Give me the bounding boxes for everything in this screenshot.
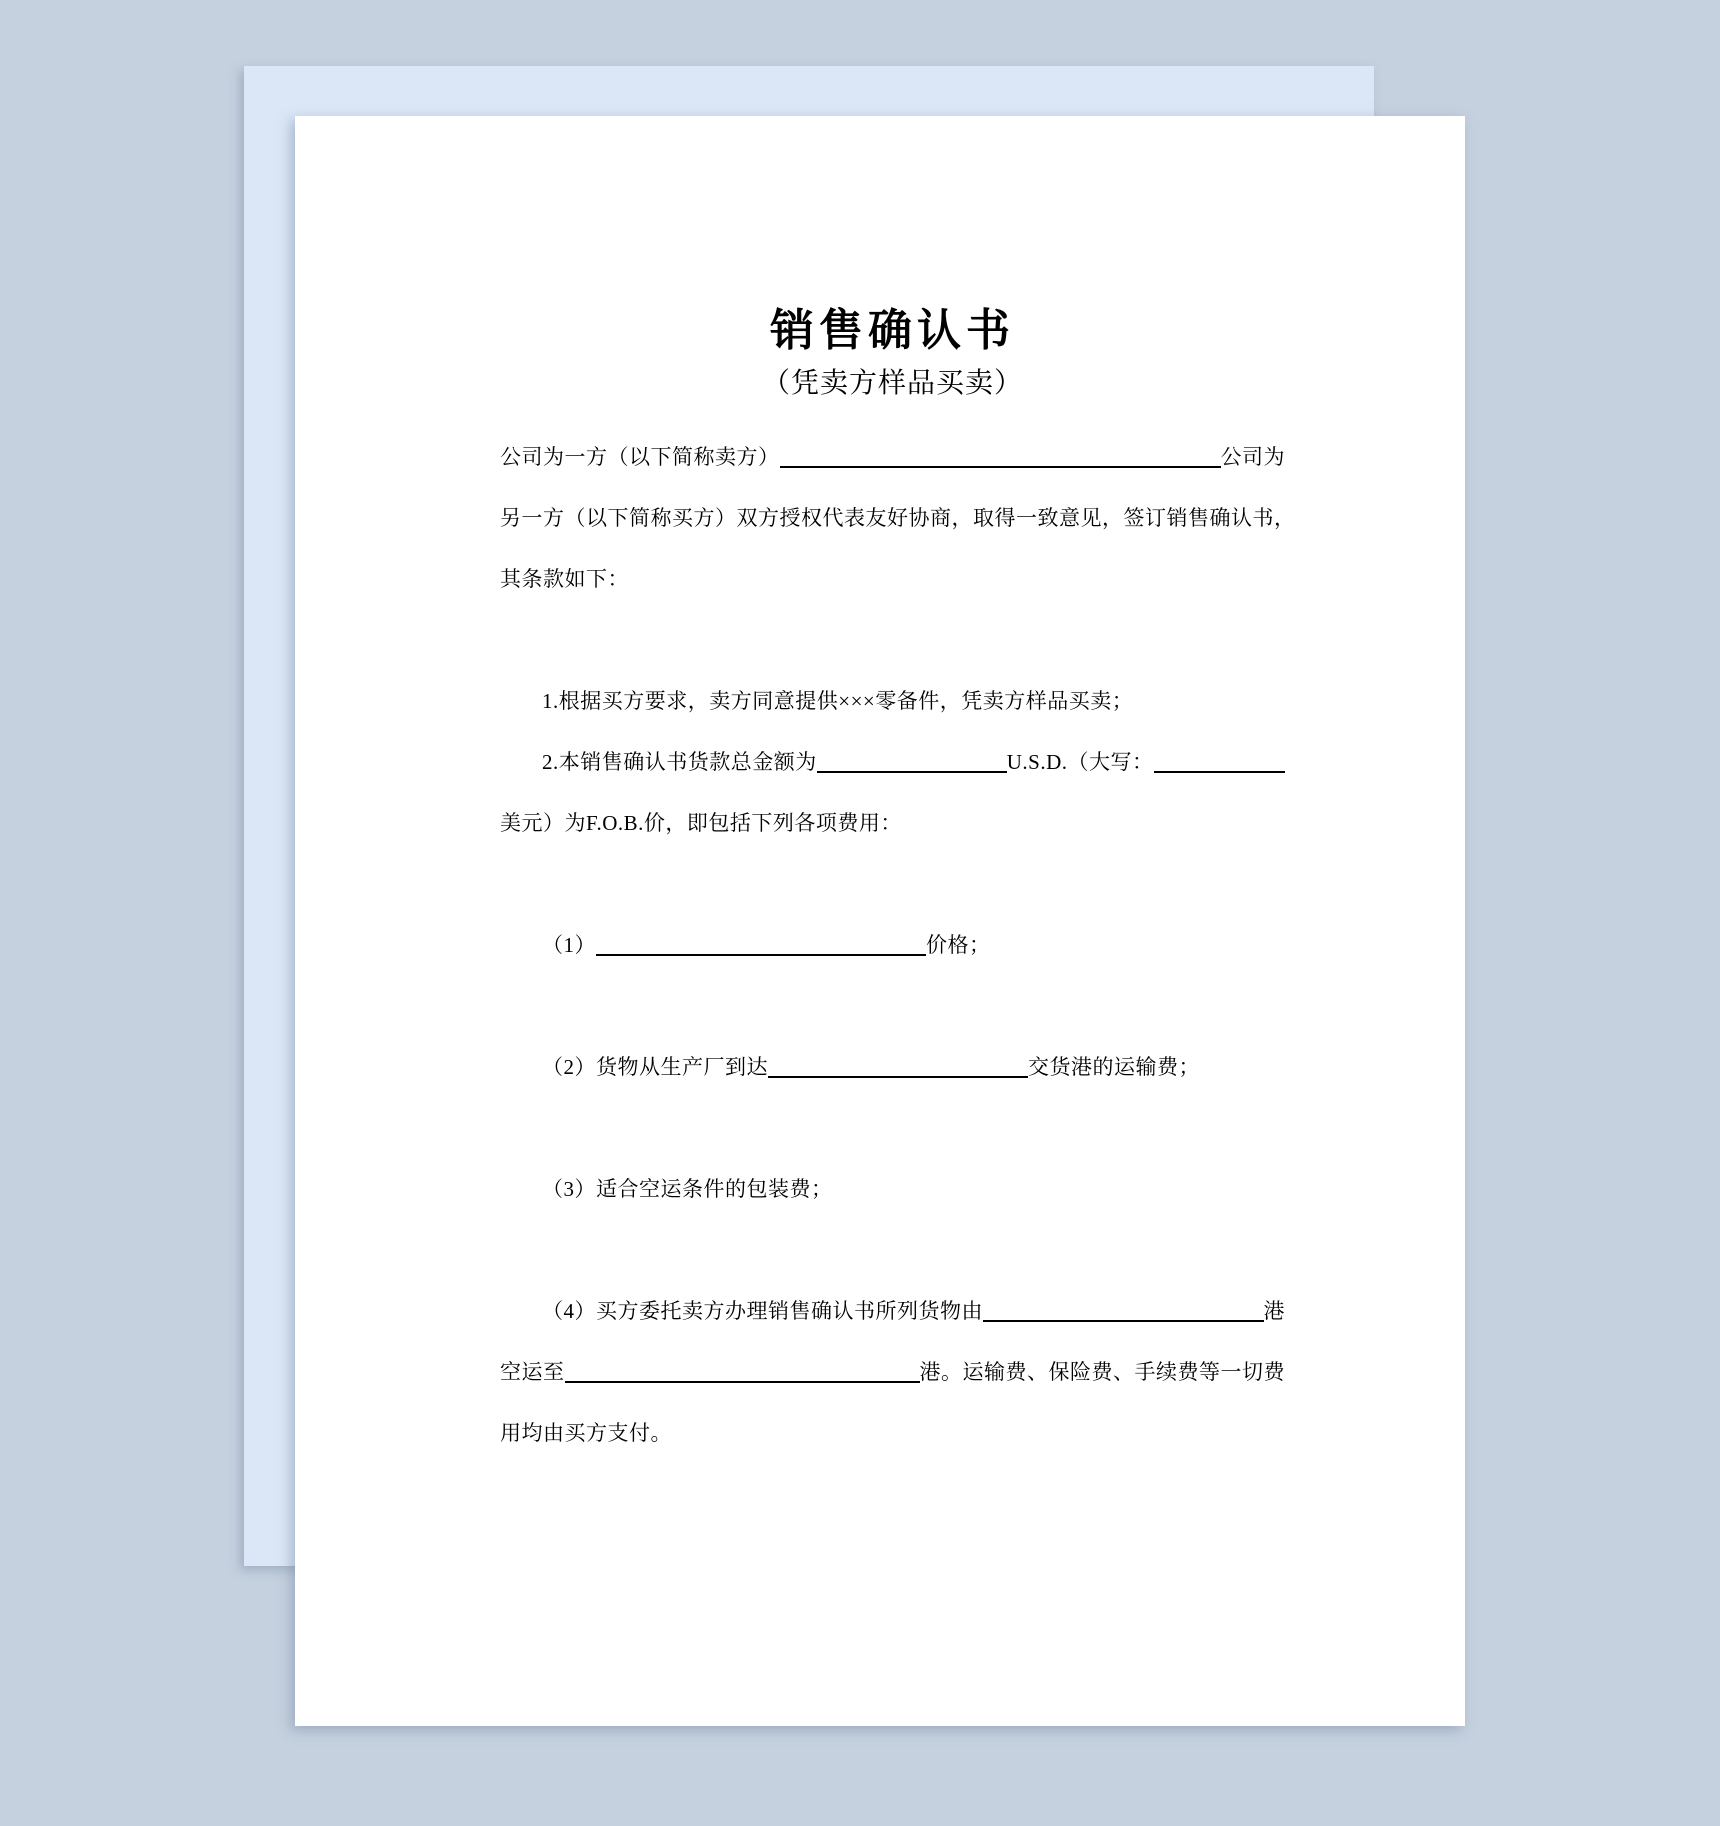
text-segment: 公司为一方（以下简称卖方） [500, 445, 780, 469]
blank-line [500, 1220, 1285, 1281]
party-line-2 [500, 488, 1296, 549]
text-segment: 公司为 [1220, 445, 1285, 469]
text-segment: （2）货物从生产厂到达 [542, 1055, 768, 1079]
document-body [500, 427, 1296, 1464]
text-segment: U.S.D.（大写： [1006, 750, 1154, 774]
fee-item-4-line-2 [500, 1342, 1285, 1403]
fill-in-blank [768, 1076, 1028, 1078]
document-page [295, 116, 1465, 1726]
text-segment: （4）买方委托卖方办理销售确认书所列货物由 [542, 1299, 983, 1323]
text-segment: （1） [542, 933, 596, 957]
text-segment: 其条款如下： [500, 567, 629, 591]
blank-line [500, 854, 1285, 915]
fill-in-blank [596, 954, 926, 956]
fill-in-blank [817, 771, 1007, 773]
text-segment: 2.本销售确认书货款总金额为 [542, 750, 817, 774]
text-segment: 港 [1263, 1299, 1285, 1323]
document-subtitle: （凭卖方样品买卖） [761, 368, 1023, 399]
party-line-3 [500, 549, 1285, 610]
fee-item-3 [500, 1159, 1285, 1220]
text-segment: 1.根据买方要求，卖方同意提供×××零备件，凭卖方样品买卖； [542, 689, 1134, 713]
text-segment: 另一方（以下简称买方）双方授权代表友好协商，取得一致意见，签订销售确认书， [500, 506, 1296, 530]
fee-item-2 [500, 1037, 1285, 1098]
text-segment: 交货港的运输费； [1028, 1055, 1200, 1079]
text-segment: （3）适合空运条件的包装费； [542, 1177, 833, 1201]
blank-line [500, 610, 1285, 671]
fee-item-4-line-3 [500, 1403, 1285, 1464]
clause-1 [500, 671, 1285, 732]
fee-item-1 [500, 915, 1285, 976]
text-segment: 港。运输费、保险费、手续费等一切费 [919, 1360, 1285, 1384]
text-segment: 美元）为F.O.B.价，即包括下列各项费用： [500, 811, 902, 835]
fee-item-4-line-1 [500, 1281, 1285, 1342]
text-segment: 用均由买方支付。 [500, 1421, 672, 1445]
document-title: 销售确认书 [770, 306, 1015, 355]
text-segment: 空运至 [500, 1360, 565, 1384]
fill-in-blank [1154, 771, 1285, 773]
fill-in-blank [983, 1320, 1264, 1322]
party-line-1 [500, 427, 1285, 488]
fill-in-blank [565, 1381, 920, 1383]
blank-line [500, 976, 1285, 1037]
fill-in-blank [780, 466, 1221, 468]
clause-2-line-2 [500, 793, 1285, 854]
blank-line [500, 1098, 1285, 1159]
clause-2-line-1 [500, 732, 1285, 793]
text-segment: 价格； [926, 933, 991, 957]
